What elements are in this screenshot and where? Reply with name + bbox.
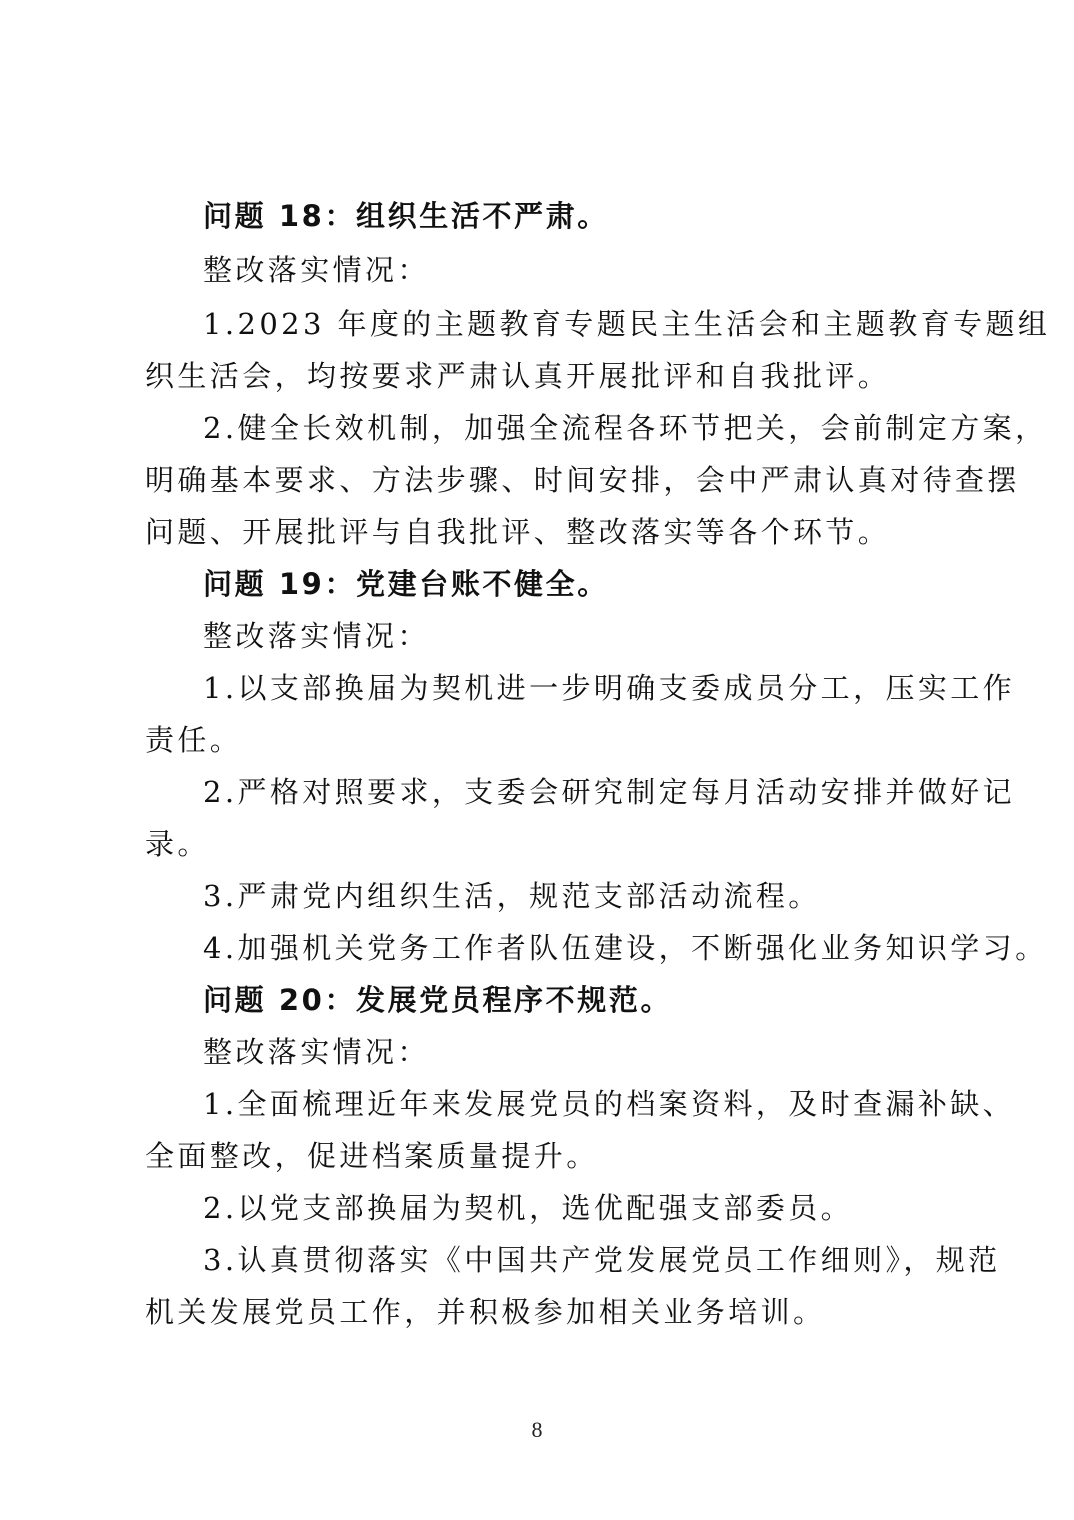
paragraph-line: 2.以党支部换届为契机，选优配强支部委员。 xyxy=(203,1191,854,1225)
rectification-status-label: 整改落实情况： xyxy=(203,1035,430,1069)
paragraph-line: 1.以支部换届为契机进一步明确支委成员分工，压实工作 xyxy=(203,671,1016,705)
rectification-status-label: 整改落实情况： xyxy=(203,619,430,653)
paragraph-line: 明确基本要求、方法步骤、时间安排，会中严肃认真对待查摆 xyxy=(145,463,1020,497)
paragraph-line: 织生活会，均按要求严肃认真开展批评和自我批评。 xyxy=(145,359,891,393)
paragraph-line: 全面整改，促进档案质量提升。 xyxy=(145,1139,599,1173)
paragraph-line: 2.严格对照要求，支委会研究制定每月活动安排并做好记 xyxy=(203,775,1016,809)
paragraph-line: 4.加强机关党务工作者队伍建设，不断强化业务知识学习。 xyxy=(203,931,1048,965)
paragraph-line: 1.2023 年度的主题教育专题民主生活会和主题教育专题组 xyxy=(203,307,1051,341)
paragraph-line: 3.认真贯彻落实《中国共产党发展党员工作细则》，规范 xyxy=(203,1243,1001,1277)
paragraph-line: 问题、开展批评与自我批评、整改落实等各个环节。 xyxy=(145,515,891,549)
issue-19-heading: 问题 19：党建台账不健全。 xyxy=(203,567,609,601)
paragraph-line: 责任。 xyxy=(145,723,243,757)
page-number: 8 xyxy=(531,1417,543,1442)
issue-20-heading: 问题 20：发展党员程序不规范。 xyxy=(203,983,673,1017)
paragraph-line: 录。 xyxy=(145,827,210,861)
issue-18-heading: 问题 18：组织生活不严肃。 xyxy=(203,199,609,233)
paragraph-line: 3.严肃党内组织生活，规范支部活动流程。 xyxy=(203,879,821,913)
rectification-status-label: 整改落实情况： xyxy=(203,253,430,287)
paragraph-line: 2.健全长效机制，加强全流程各环节把关，会前制定方案， xyxy=(203,411,1048,445)
paragraph-line: 机关发展党员工作，并积极参加相关业务培训。 xyxy=(145,1295,826,1329)
paragraph-line: 1.全面梳理近年来发展党员的档案资料，及时查漏补缺、 xyxy=(203,1087,1016,1121)
